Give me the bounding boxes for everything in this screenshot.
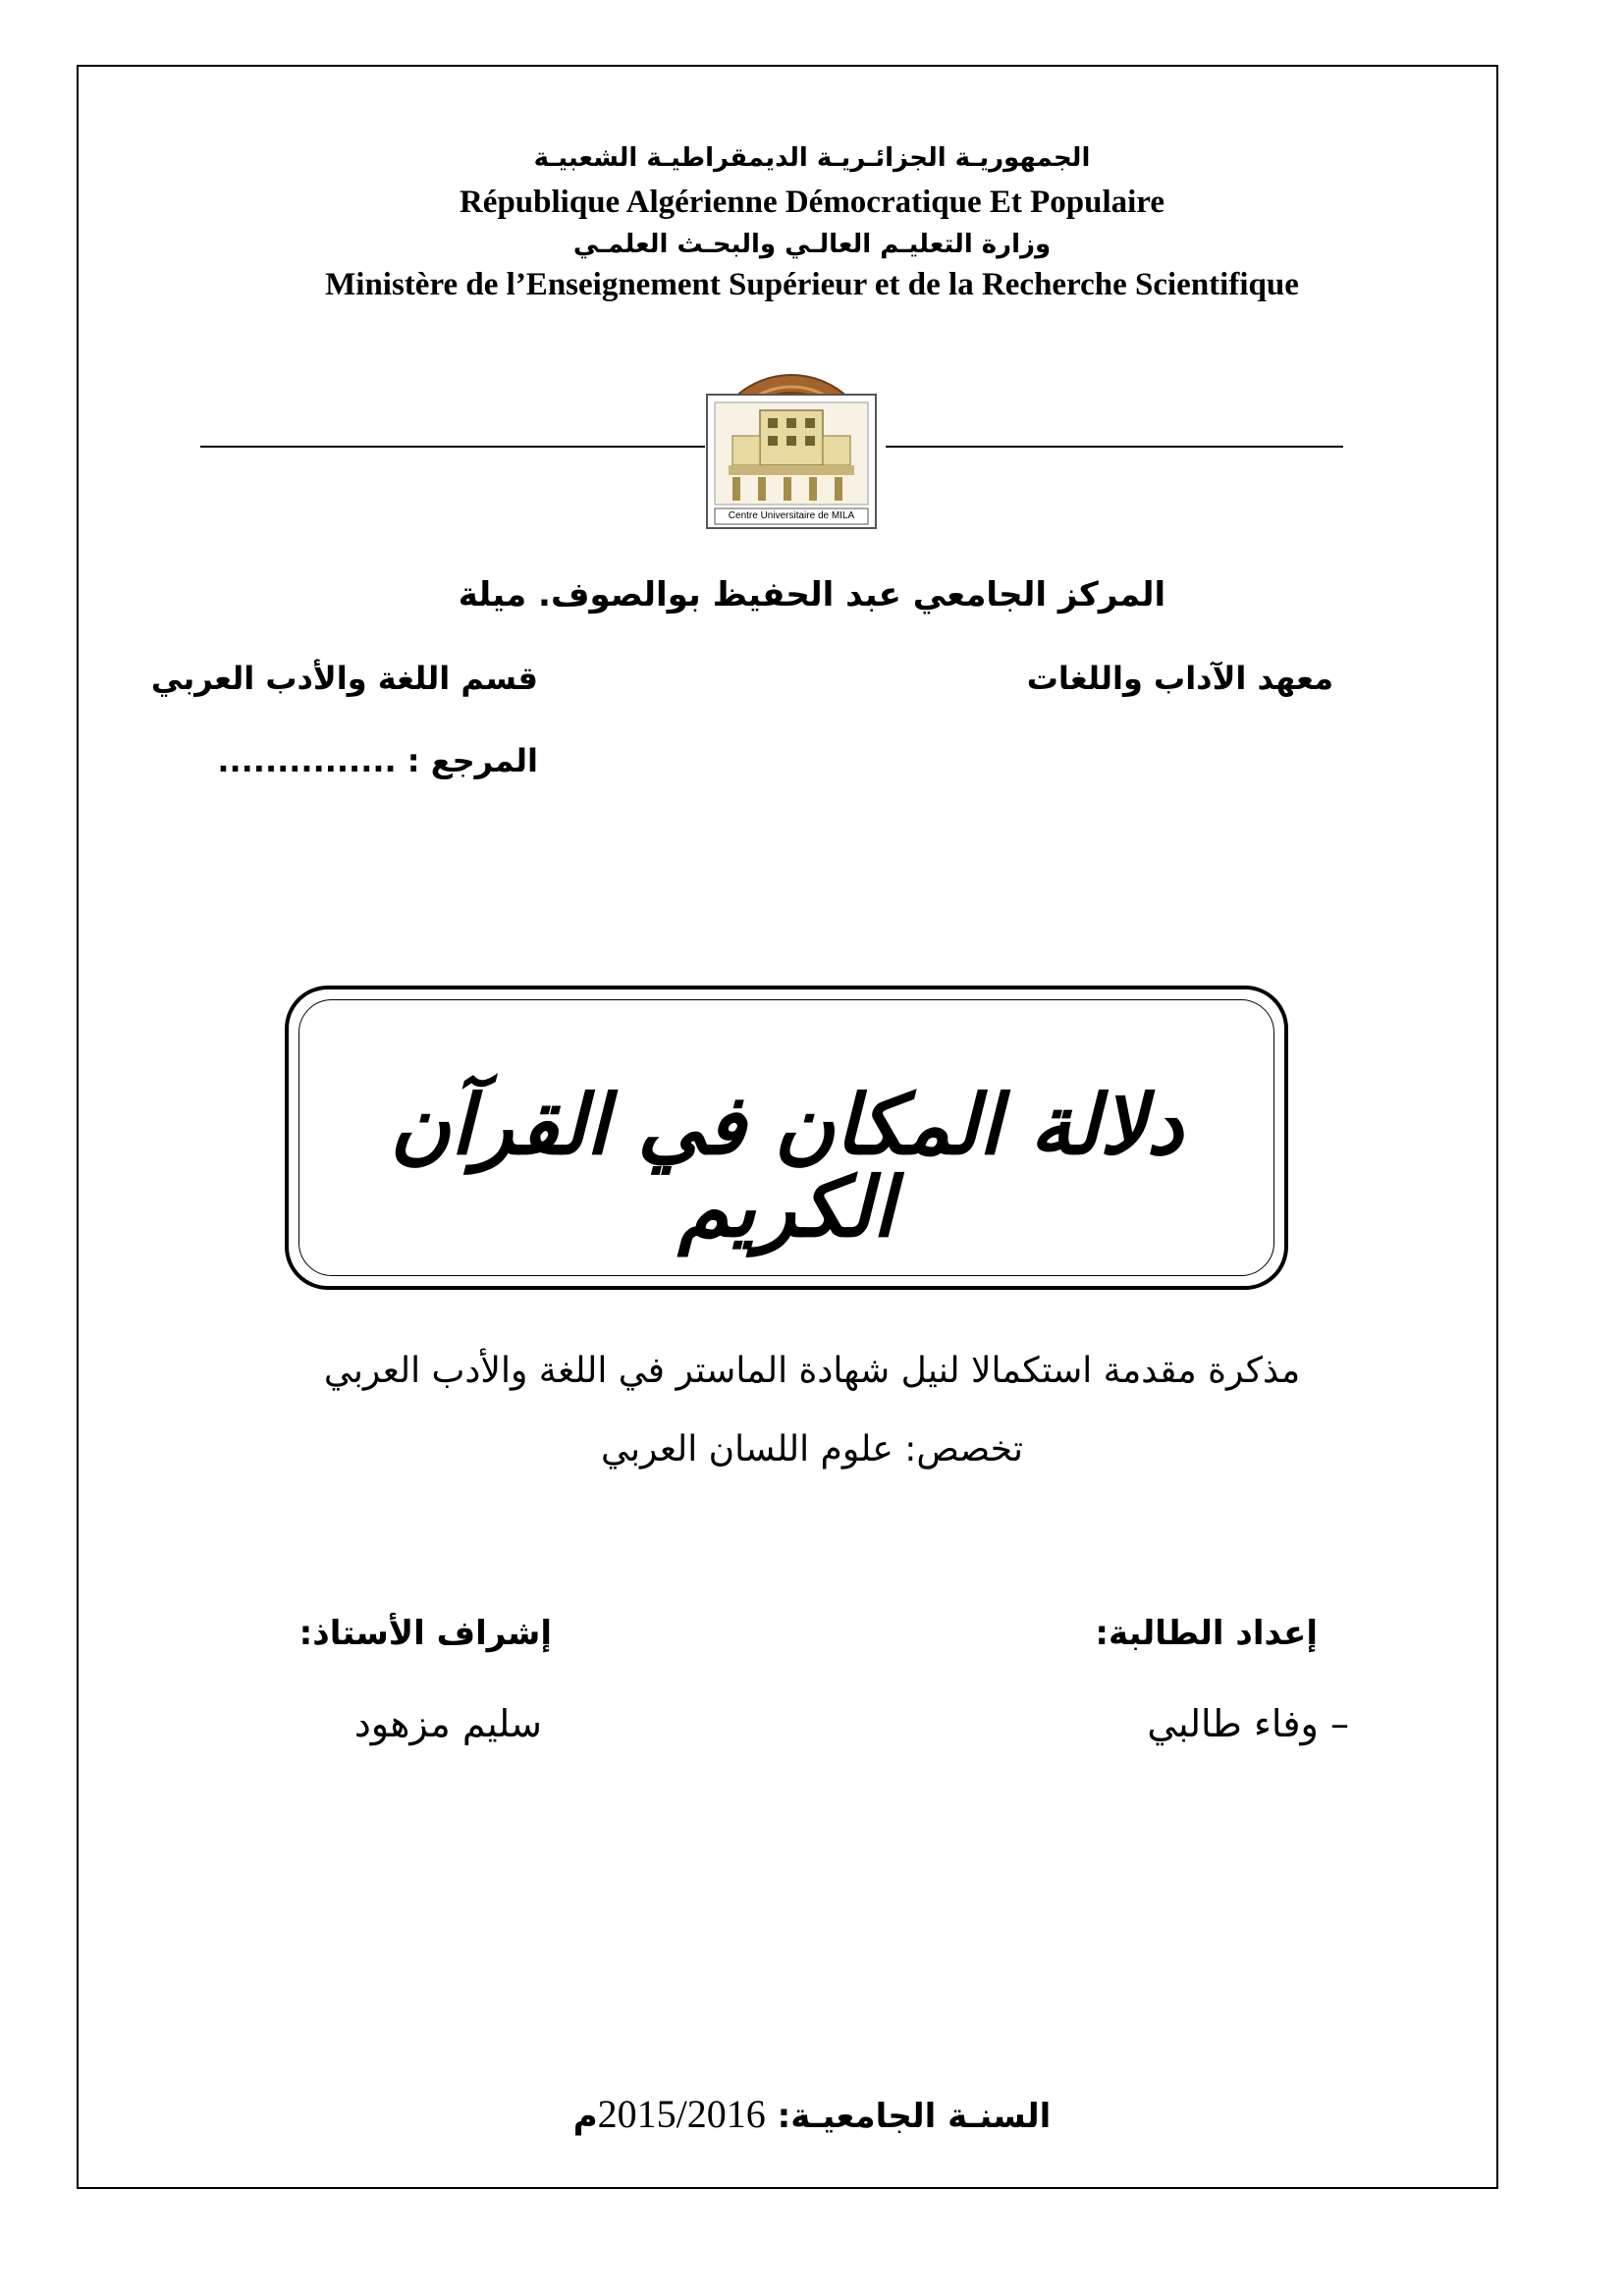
academic-year-label: السنـة الجامعيـة: — [777, 2097, 1052, 2136]
academic-year — [0, 2091, 1624, 2137]
academic-year-value: 2015/2016 — [597, 2092, 766, 2136]
supervisor-label: إشراف الأستاذ: — [298, 1614, 552, 1653]
specialization: تخصص: علوم اللسان العربي — [601, 1429, 1023, 1469]
supervisor-name: سليم مزهود — [353, 1702, 542, 1745]
student-name: – وفاء طالبي — [1147, 1702, 1349, 1745]
thesis-title: دلالة المكان في القرآن الكريم — [390, 1076, 1183, 1255]
center-name: المركز الجامعي عبد الحفيظ بوالصوف. ميلة — [458, 575, 1166, 614]
logo-caption: Centre Universitaire de MILA — [728, 510, 855, 521]
department-name: قسم اللغة والأدب العربي — [150, 660, 538, 697]
republic-arabic: الجمهوريـة الجزائـريـة الديمقراطيـة الشعبيـة — [533, 143, 1091, 173]
header-rule-left — [200, 446, 705, 448]
student-label: إعداد الطالبة: — [1095, 1614, 1318, 1653]
republic-french: République Algérienne Démocratique Et Populaire — [459, 185, 1165, 220]
ministry-french: Ministère de l’Enseignement Supérieur et de la Recherche Scientifique — [325, 267, 1299, 302]
memo-description: مذكرة مقدمة استكمالا لنيل شهادة الماستر في اللغة والأدب العربي — [323, 1351, 1301, 1391]
ministry-arabic: وزارة التعليـم العالـي والبحـث العلمـي — [572, 230, 1052, 259]
header-rule-right — [886, 446, 1343, 448]
title-frame — [285, 986, 1288, 1290]
university-building-logo — [693, 340, 890, 536]
academic-year-suffix: م — [572, 2097, 598, 2136]
institute-name: معهد الآداب واللغات — [1026, 660, 1333, 697]
reference-field: المرجع : ............... — [217, 742, 538, 779]
